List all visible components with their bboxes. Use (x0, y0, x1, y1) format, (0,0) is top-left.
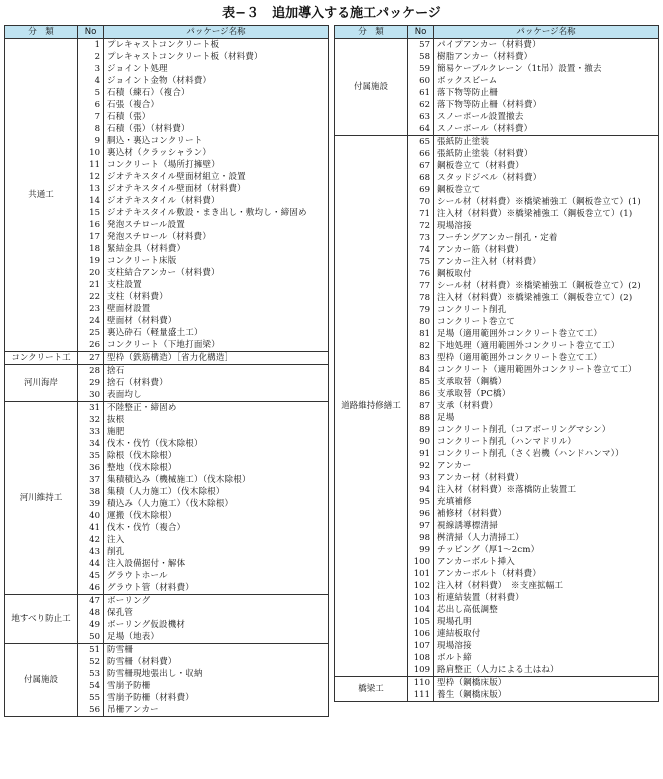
no-cell: 2 (78, 51, 104, 63)
category-cell: 共通工 (5, 39, 78, 352)
header-category: 分 類 (5, 26, 78, 39)
no-cell: 68 (408, 172, 434, 184)
package-cell: コンクリート（下地打面梁） (104, 339, 329, 352)
no-cell: 50 (78, 631, 104, 644)
package-cell: プレキャストコンクリート板 (104, 39, 329, 52)
package-cell: 支承取替（PC橋） (434, 388, 659, 400)
no-cell: 75 (408, 256, 434, 268)
package-cell: 桁連結装置（材料費） (434, 592, 659, 604)
package-cell: 桝清掃（人力清掃工） (434, 532, 659, 544)
package-cell: アンカー (434, 460, 659, 472)
package-cell: 足場（適用範囲外コンクリート巻立て工） (434, 328, 659, 340)
no-cell: 42 (78, 534, 104, 546)
table-row (5, 402, 329, 415)
no-cell: 89 (408, 424, 434, 436)
header-package: パッケージ名称 (104, 26, 329, 39)
package-cell: ジオテキスタイル壁面材組立・設置 (104, 171, 329, 183)
package-cell: 整地（伐木除根） (104, 462, 329, 474)
package-cell: 芯出し高低調整 (434, 604, 659, 616)
no-cell: 41 (78, 522, 104, 534)
package-cell: ジョイント金物（材料費） (104, 75, 329, 87)
no-cell: 26 (78, 339, 104, 352)
no-cell: 16 (78, 219, 104, 231)
no-cell: 90 (408, 436, 434, 448)
no-cell: 91 (408, 448, 434, 460)
no-cell: 52 (78, 656, 104, 668)
no-cell: 70 (408, 196, 434, 208)
table-row (5, 39, 329, 52)
no-cell: 102 (408, 580, 434, 592)
package-cell: 雪崩予防柵 (104, 680, 329, 692)
no-cell: 37 (78, 474, 104, 486)
table-row (5, 595, 329, 608)
package-cell: 型枠（鉄筋構造）［省力化構造］ (104, 352, 329, 365)
package-cell: 注入材（材料費） ※支座拡幅工 (434, 580, 659, 592)
package-cell: 裏込砕石（軽量盛土工） (104, 327, 329, 339)
header-no: No (408, 26, 434, 39)
package-cell: 落下物等防止柵 (434, 87, 659, 99)
package-cell: 支柱（材料費） (104, 291, 329, 303)
package-cell: 張紙防止塗装（材料費） (434, 148, 659, 160)
package-cell: ボーリング仮設機材 (104, 619, 329, 631)
package-cell: 現場溶接 (434, 640, 659, 652)
package-cell: 表面均し (104, 389, 329, 402)
category-cell: 付属施設 (335, 39, 408, 136)
package-cell: スノーポール（材料費） (434, 123, 659, 136)
package-cell: 捨石（材料費） (104, 377, 329, 389)
package-cell: コンクリート（適用範囲外コンクリート巻立て工） (434, 364, 659, 376)
table-row (5, 352, 329, 365)
package-cell: コンクリート削孔 (434, 304, 659, 316)
package-cell: 壁面材設置 (104, 303, 329, 315)
package-cell: コンクリート（場所打擁壁） (104, 159, 329, 171)
package-cell: 注入材（材料費）※落橋防止装置工 (434, 484, 659, 496)
no-cell: 80 (408, 316, 434, 328)
package-cell: 視線誘導標清掃 (434, 520, 659, 532)
no-cell: 43 (78, 546, 104, 558)
package-cell: コンクリート巻立て (434, 316, 659, 328)
no-cell: 86 (408, 388, 434, 400)
no-cell: 11 (78, 159, 104, 171)
header-category: 分 類 (335, 26, 408, 39)
no-cell: 12 (78, 171, 104, 183)
package-cell: 緊結金具（材料費） (104, 243, 329, 255)
no-cell: 110 (408, 677, 434, 690)
no-cell: 98 (408, 532, 434, 544)
no-cell: 63 (408, 111, 434, 123)
category-cell: 河川海岸 (5, 365, 78, 402)
package-cell: 現場溶接 (434, 220, 659, 232)
no-cell: 56 (78, 704, 104, 717)
package-cell: 注入 (104, 534, 329, 546)
no-cell: 78 (408, 292, 434, 304)
no-cell: 17 (78, 231, 104, 243)
package-cell: 施肥 (104, 426, 329, 438)
package-cell: アンカーボルト（材料費） (434, 568, 659, 580)
package-cell: ジオテキスタイル壁面材（材料費） (104, 183, 329, 195)
no-cell: 61 (408, 87, 434, 99)
package-cell: 運搬（伐木除根） (104, 510, 329, 522)
no-cell: 30 (78, 389, 104, 402)
header-row (5, 26, 329, 39)
package-cell: 集積積込み（機械施工）（伐木除根） (104, 474, 329, 486)
package-cell: 支柱結合アンカー（材料費） (104, 267, 329, 279)
no-cell: 101 (408, 568, 434, 580)
no-cell: 100 (408, 556, 434, 568)
no-cell: 87 (408, 400, 434, 412)
category-cell: 橋梁工 (335, 677, 408, 702)
table-row (335, 677, 659, 690)
no-cell: 28 (78, 365, 104, 378)
package-cell: ボーリング (104, 595, 329, 608)
table-row (335, 136, 659, 149)
no-cell: 19 (78, 255, 104, 267)
no-cell: 40 (78, 510, 104, 522)
package-cell: 防雪柵（材料費） (104, 656, 329, 668)
no-cell: 83 (408, 352, 434, 364)
no-cell: 95 (408, 496, 434, 508)
table-row (5, 644, 329, 657)
package-cell: コンクリート床版 (104, 255, 329, 267)
package-cell: 下地処理（適用範囲外コンクリート巻立て工） (434, 340, 659, 352)
no-cell: 21 (78, 279, 104, 291)
package-cell: ジョイント処理 (104, 63, 329, 75)
package-cell: 保孔管 (104, 607, 329, 619)
package-table-right (334, 25, 659, 702)
package-cell: 鋼板巻立て（材料費） (434, 160, 659, 172)
no-cell: 85 (408, 376, 434, 388)
no-cell: 96 (408, 508, 434, 520)
no-cell: 45 (78, 570, 104, 582)
package-cell: 落下物等防止柵（材料費） (434, 99, 659, 111)
no-cell: 65 (408, 136, 434, 149)
no-cell: 62 (408, 99, 434, 111)
package-cell: 防雪柵現地張出し・収納 (104, 668, 329, 680)
no-cell: 25 (78, 327, 104, 339)
no-cell: 44 (78, 558, 104, 570)
no-cell: 5 (78, 87, 104, 99)
no-cell: 4 (78, 75, 104, 87)
package-cell: 壁面材（材料費） (104, 315, 329, 327)
no-cell: 109 (408, 664, 434, 677)
no-cell: 51 (78, 644, 104, 657)
no-cell: 97 (408, 520, 434, 532)
no-cell: 27 (78, 352, 104, 365)
package-cell: 足場 (434, 412, 659, 424)
no-cell: 108 (408, 652, 434, 664)
no-cell: 53 (78, 668, 104, 680)
no-cell: 58 (408, 51, 434, 63)
no-cell: 10 (78, 147, 104, 159)
no-cell: 15 (78, 207, 104, 219)
package-cell: パイプアンカー（材料費） (434, 39, 659, 52)
no-cell: 13 (78, 183, 104, 195)
package-cell: 簡易ケーブルクレーン（1t吊）設置・撤去 (434, 63, 659, 75)
no-cell: 105 (408, 616, 434, 628)
no-cell: 20 (78, 267, 104, 279)
no-cell: 69 (408, 184, 434, 196)
no-cell: 72 (408, 220, 434, 232)
package-cell: ボルト締 (434, 652, 659, 664)
package-cell: アンカー注入材（材料費） (434, 256, 659, 268)
package-cell: 除根（伐木除根） (104, 450, 329, 462)
package-cell: ジオテキスタイル（材料費） (104, 195, 329, 207)
package-cell: フーチングアンカー削孔・定着 (434, 232, 659, 244)
no-cell: 74 (408, 244, 434, 256)
no-cell: 39 (78, 498, 104, 510)
no-cell: 7 (78, 111, 104, 123)
package-cell: 発泡スチロール設置 (104, 219, 329, 231)
no-cell: 47 (78, 595, 104, 608)
package-cell: コンクリート削孔（コアボーリングマシン） (434, 424, 659, 436)
table-title: 表−３ 追加導入する施工パッケージ (222, 6, 441, 21)
package-cell: 張紙防止塗装 (434, 136, 659, 149)
package-cell: 不陸整正・締固め (104, 402, 329, 415)
package-cell: スタッドジベル（材料費） (434, 172, 659, 184)
package-cell: 注入設備据付・解体 (104, 558, 329, 570)
no-cell: 88 (408, 412, 434, 424)
no-cell: 66 (408, 148, 434, 160)
package-cell: 鋼板巻立て (434, 184, 659, 196)
no-cell: 77 (408, 280, 434, 292)
package-cell: 削孔 (104, 546, 329, 558)
no-cell: 24 (78, 315, 104, 327)
package-cell: 伐木・伐竹（複合） (104, 522, 329, 534)
package-cell: 連結板取付 (434, 628, 659, 640)
package-cell: シール材（材料費）※橋梁補強工（鋼板巻立て）(2) (434, 280, 659, 292)
no-cell: 71 (408, 208, 434, 220)
no-cell: 93 (408, 472, 434, 484)
package-cell: 充填補修 (434, 496, 659, 508)
package-cell: 吊柵アンカー (104, 704, 329, 717)
package-cell: 注入材（材料費）※橋梁補強工（鋼板巻立て）(1) (434, 208, 659, 220)
no-cell: 32 (78, 414, 104, 426)
package-cell: 抜根 (104, 414, 329, 426)
no-cell: 14 (78, 195, 104, 207)
package-cell: 積込み（人力施工）（伐木除根） (104, 498, 329, 510)
package-cell: 発泡スチロール（材料費） (104, 231, 329, 243)
no-cell: 33 (78, 426, 104, 438)
package-cell: 伐木・伐竹（伐木除根） (104, 438, 329, 450)
package-cell: 胴込・裏込コンクリート (104, 135, 329, 147)
package-cell: 型枠（鋼橋床版） (434, 677, 659, 690)
package-cell: 石張（複合） (104, 99, 329, 111)
no-cell: 54 (78, 680, 104, 692)
no-cell: 48 (78, 607, 104, 619)
package-cell: グラウト管（材料費） (104, 582, 329, 595)
category-cell: 付属施設 (5, 644, 78, 717)
category-cell: 地すべり防止工 (5, 595, 78, 644)
package-cell: 支柱設置 (104, 279, 329, 291)
package-cell: 石積（練石）（複合） (104, 87, 329, 99)
no-cell: 79 (408, 304, 434, 316)
header-row (335, 26, 659, 39)
category-cell: 河川維持工 (5, 402, 78, 595)
package-cell: グラウトホール (104, 570, 329, 582)
no-cell: 55 (78, 692, 104, 704)
no-cell: 94 (408, 484, 434, 496)
no-cell: 29 (78, 377, 104, 389)
package-cell: アンカー材（材料費） (434, 472, 659, 484)
package-cell: ジオテキスタイル敷設・まき出し・敷均し・締固め (104, 207, 329, 219)
no-cell: 18 (78, 243, 104, 255)
no-cell: 34 (78, 438, 104, 450)
package-cell: アンカー筋（材料費） (434, 244, 659, 256)
no-cell: 57 (408, 39, 434, 52)
package-cell: 防雪柵 (104, 644, 329, 657)
no-cell: 46 (78, 582, 104, 595)
package-cell: 注入材（材料費）※橋梁補強工（鋼板巻立て）(2) (434, 292, 659, 304)
no-cell: 111 (408, 689, 434, 702)
header-package: パッケージ名称 (434, 26, 659, 39)
no-cell: 99 (408, 544, 434, 556)
package-cell: コンクリート削孔（さく岩機（ハンドハンマ）） (434, 448, 659, 460)
package-cell: 石積（張） (104, 111, 329, 123)
category-cell: 道路維持修繕工 (335, 136, 408, 677)
no-cell: 31 (78, 402, 104, 415)
package-cell: 型枠（適用範囲外コンクリート巻立て工） (434, 352, 659, 364)
package-cell: シール材（材料費）※橋梁補強工（鋼板巻立て）(1) (434, 196, 659, 208)
no-cell: 82 (408, 340, 434, 352)
package-cell: 裏込材（クラッシャラン） (104, 147, 329, 159)
no-cell: 38 (78, 486, 104, 498)
package-cell: コンクリート削孔（ハンマドリル） (434, 436, 659, 448)
package-cell: 石積（張）（材料費） (104, 123, 329, 135)
no-cell: 3 (78, 63, 104, 75)
no-cell: 6 (78, 99, 104, 111)
package-cell: 集積（人力施工）（伐木除根） (104, 486, 329, 498)
no-cell: 9 (78, 135, 104, 147)
package-cell: スノーポール設置撤去 (434, 111, 659, 123)
no-cell: 23 (78, 303, 104, 315)
package-cell: ボックスビーム (434, 75, 659, 87)
header-no: No (78, 26, 104, 39)
no-cell: 107 (408, 640, 434, 652)
no-cell: 104 (408, 604, 434, 616)
package-cell: チッピング（厚1〜2cm） (434, 544, 659, 556)
no-cell: 81 (408, 328, 434, 340)
no-cell: 73 (408, 232, 434, 244)
package-cell: 路肩整正（人力による土はね） (434, 664, 659, 677)
package-cell: 樹脂アンカー（材料費） (434, 51, 659, 63)
no-cell: 49 (78, 619, 104, 631)
table-row (335, 39, 659, 52)
no-cell: 1 (78, 39, 104, 52)
package-cell: 捨石 (104, 365, 329, 378)
no-cell: 22 (78, 291, 104, 303)
no-cell: 76 (408, 268, 434, 280)
no-cell: 60 (408, 75, 434, 87)
category-cell: コンクリート工 (5, 352, 78, 365)
no-cell: 36 (78, 462, 104, 474)
no-cell: 35 (78, 450, 104, 462)
package-cell: 鋼板取付 (434, 268, 659, 280)
package-cell: 雪崩予防柵（材料費） (104, 692, 329, 704)
no-cell: 59 (408, 63, 434, 75)
no-cell: 106 (408, 628, 434, 640)
no-cell: 84 (408, 364, 434, 376)
package-cell: 現場孔明 (434, 616, 659, 628)
no-cell: 67 (408, 160, 434, 172)
no-cell: 64 (408, 123, 434, 136)
package-cell: アンカーボルト挿入 (434, 556, 659, 568)
package-cell: プレキャストコンクリート板（材料費） (104, 51, 329, 63)
package-cell: 養生（鋼橋床版） (434, 689, 659, 702)
no-cell: 92 (408, 460, 434, 472)
package-cell: 支承取替（鋼橋） (434, 376, 659, 388)
no-cell: 103 (408, 592, 434, 604)
package-table-left (4, 25, 329, 717)
package-cell: 足場（地表） (104, 631, 329, 644)
no-cell: 8 (78, 123, 104, 135)
package-cell: 補修材（材料費） (434, 508, 659, 520)
table-row (5, 365, 329, 378)
package-cell: 支承（材料費） (434, 400, 659, 412)
